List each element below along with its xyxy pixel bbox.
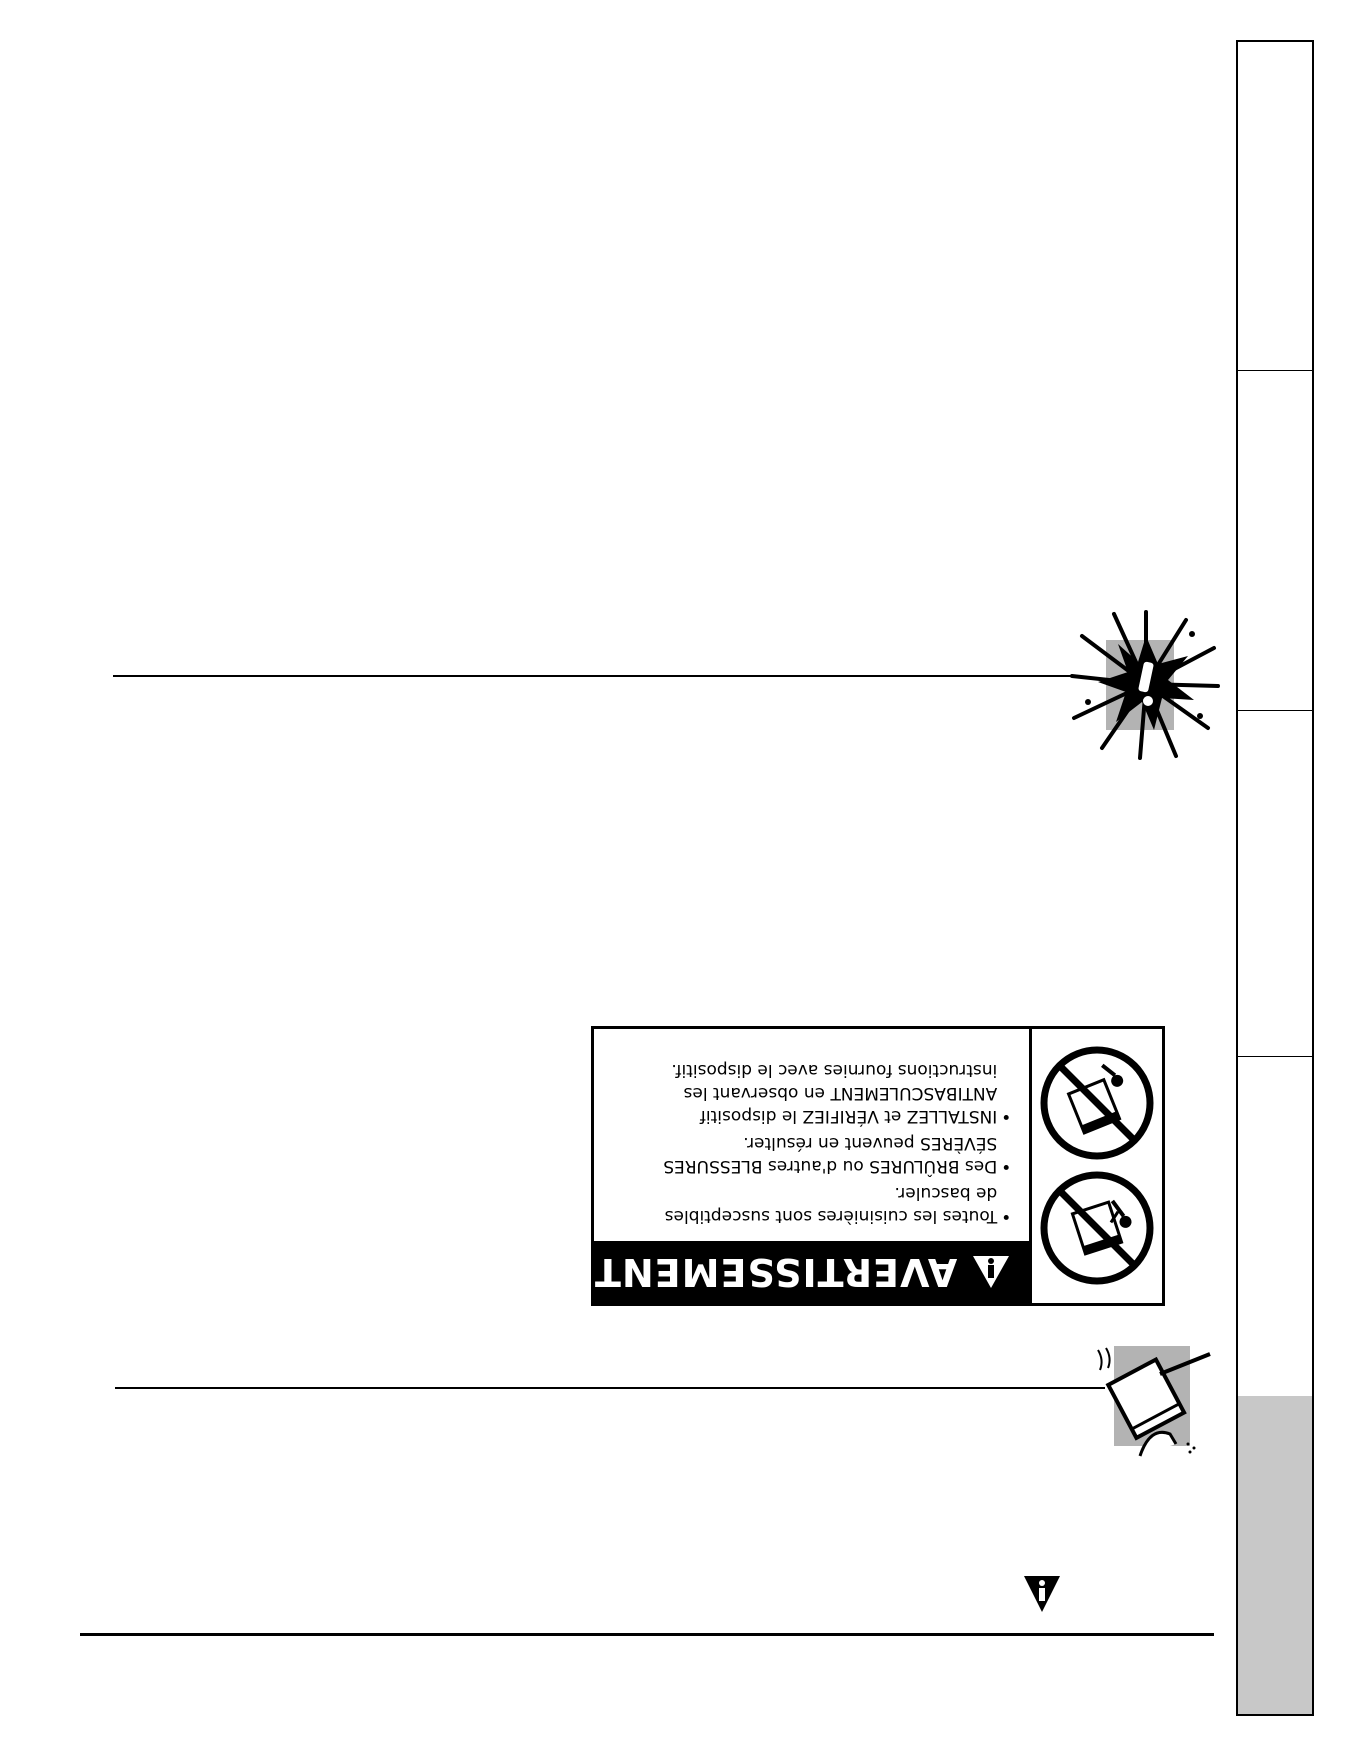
warning-bullet-3: • INSTALLEZ et VÉRIFIEZ le dispositif ANTIBASCULEMENT en observant les instructions fournies avec le dispositif. xyxy=(671,1060,1012,1126)
no-tipping-stove-icon xyxy=(1038,1045,1156,1163)
section-rule-1 xyxy=(113,675,1073,677)
warning-bullet-line: ANTIBASCULEMENT en observant les xyxy=(683,1083,998,1103)
warning-bullet-line: de basculer. xyxy=(894,1183,998,1203)
section-tab-2[interactable] xyxy=(1238,370,1312,711)
anti-tip-warning-label xyxy=(591,1026,1165,1306)
warning-header-text: AVERTISSEMENT xyxy=(594,1250,958,1294)
warning-bullet-line: Des BRÛLURES ou d'autres BLESSURES xyxy=(663,1156,998,1176)
warning-bullet-line: instructions fournies avec le dispositif. xyxy=(671,1060,998,1080)
warning-icons-column xyxy=(1029,1029,1162,1303)
section-tab-4[interactable] xyxy=(1238,1056,1312,1397)
info-triangle-icon xyxy=(1022,1574,1062,1614)
warning-triangle-icon xyxy=(971,1254,1011,1290)
warning-bullet-2: • Des BRÛLURES ou d'autres BLESSURES SÉVÈRES peuvent en résulter. xyxy=(663,1133,1012,1176)
footer-rule xyxy=(80,1633,1214,1636)
burst-info-icon xyxy=(1068,606,1224,762)
tipping-range-icon xyxy=(1090,1340,1214,1460)
section-tab-1[interactable] xyxy=(1238,42,1312,371)
warning-bullet-line: SÉVÈRES peuvent en résulter. xyxy=(743,1133,998,1153)
section-tab-3[interactable] xyxy=(1238,710,1312,1057)
warning-bullet-line: INSTALLEZ et VÉRIFIEZ le dispositif xyxy=(699,1106,998,1126)
warning-bullet-1: • Toutes les cuisinières sont susceptibles de basculer. xyxy=(664,1183,1012,1226)
no-tipping-stove-icon xyxy=(1038,1170,1156,1288)
section-tabs xyxy=(1236,40,1314,1716)
warning-bullets xyxy=(594,1054,1029,1241)
section-rule-2 xyxy=(115,1387,1105,1389)
warning-header xyxy=(594,1241,1029,1303)
warning-bullet-line: Toutes les cuisinières sont susceptibles xyxy=(664,1206,998,1226)
section-tab-5-active[interactable] xyxy=(1238,1396,1312,1714)
